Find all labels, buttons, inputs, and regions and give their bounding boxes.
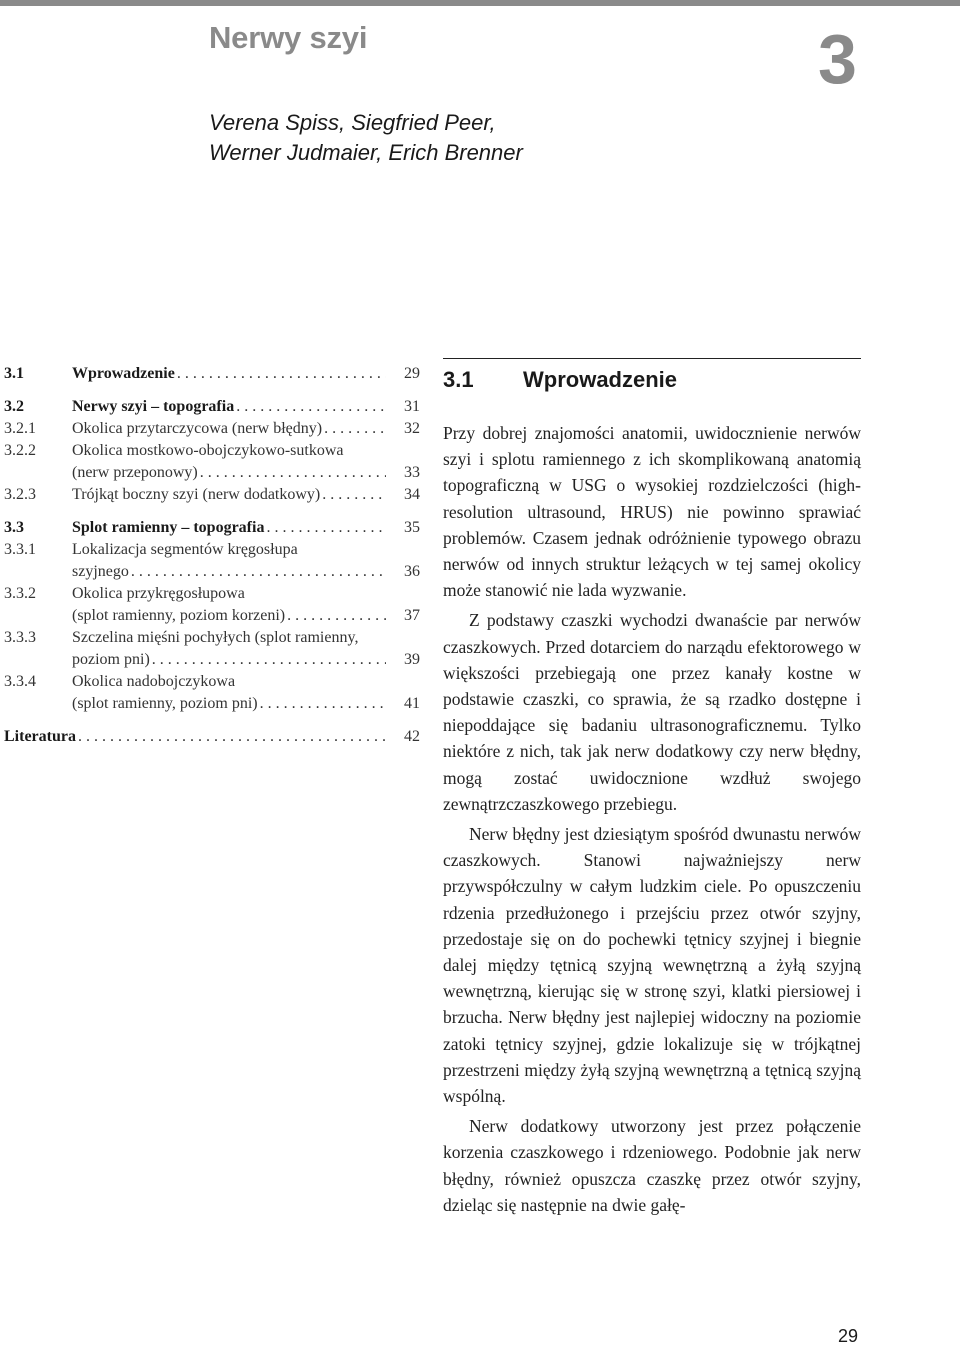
toc-leader (200, 462, 386, 484)
toc-title: Szczelina mięśni pochyłych (splot ramienny, (72, 629, 359, 646)
toc-line (4, 462, 420, 484)
toc-entry (4, 396, 420, 418)
toc-title: (splot ramienny, poziom korzeni) (72, 607, 286, 624)
toc-page-number: 34 (404, 486, 420, 503)
toc-page-number: 32 (404, 420, 420, 437)
toc-entry (4, 517, 420, 539)
toc-leader (236, 396, 386, 418)
toc-entry (4, 418, 420, 440)
toc-title: (splot ramienny, poziom pni) (72, 695, 258, 712)
toc-title: Lokalizacja segmentów kręgosłupa (72, 541, 298, 558)
toc-leader (324, 418, 386, 440)
toc-leader (131, 561, 386, 583)
section-heading (443, 366, 863, 394)
toc-number: 3.3.4 (4, 673, 36, 690)
toc-entry (4, 484, 420, 506)
toc-title: Splot ramienny – topografia (72, 519, 265, 536)
top-rule (0, 0, 960, 6)
toc-title: Okolica przytarczycowa (nerw błędny) (72, 420, 323, 437)
toc-number: 3.2.3 (4, 486, 36, 503)
toc-line (4, 396, 420, 418)
toc-leader (177, 363, 386, 385)
toc-page-number: 37 (404, 607, 420, 624)
toc-line (4, 484, 420, 506)
body-paragraph: Nerw dodatkowy utworzony jest przez połączenie korzenia czaszkowego i rdzeniowego. Podobnie jak nerw błędny, również opuszcza czaszkę przez otwór szyjny, dzieląc się następnie na dwie gałę- (443, 1116, 861, 1215)
toc-page-number: 31 (404, 398, 420, 415)
section-number: 3.1 (443, 367, 474, 392)
toc-entry (4, 671, 420, 715)
toc-entry (4, 440, 420, 484)
toc-entry (4, 627, 420, 671)
authors-line: Werner Judmaier, Erich Brenner (209, 140, 523, 165)
toc-line (4, 693, 420, 715)
toc-number: 3.3.1 (4, 541, 36, 558)
toc-title: Okolica mostkowo-obojczykowo-sutkowa (72, 442, 344, 459)
toc-leader (266, 517, 386, 539)
toc-line (4, 726, 420, 748)
toc-page-number: 36 (404, 563, 420, 580)
toc-leader (78, 726, 386, 748)
toc-line (4, 605, 420, 627)
body-text (443, 420, 861, 1222)
authors-line: Verena Spiss, Siegfried Peer, (209, 110, 496, 135)
toc-leader (260, 693, 386, 715)
toc-entry (4, 363, 420, 385)
chapter-authors (209, 108, 523, 168)
toc-title: Trójkąt boczny szyi (nerw dodatkowy) (72, 486, 321, 503)
toc-page-number: 33 (404, 464, 420, 481)
toc-line (4, 418, 420, 440)
toc-title: Okolica przykręgosłupowa (72, 585, 245, 602)
toc-number: 3.2.2 (4, 442, 36, 459)
toc-line (4, 539, 420, 561)
toc-page-number: 42 (404, 728, 420, 745)
toc-leader (152, 649, 386, 671)
body-paragraph: Nerw błędny jest dziesiątym spośród dwunastu nerwów czaszkowych. Stanowi najważniejszy nerw przywspółczulny w całym ludzkim ciele. Po opuszczeniu rdzenia przedłużonego i przejściu przez otwór szyjny, przedostaje się on do pochewki tętnicy szyjnej i biegnie dalej między tętnicą szyjną wewnętrzną a żyłą szyjną wewnętrzną, kierując się w stronę szyi, klatki piersiowej i brzucha. Nerw błędny jest najlepiej widoczny na poziomie zatoki tętnicy szyjnej, gdzie lokalizuje się w trójkątnej przestrzeni między żyłą szyjną wewnętrzną a tętnicą szyjną wspólną. (443, 824, 861, 1107)
toc-title: Nerwy szyi – topografia (72, 398, 235, 415)
toc-title: poziom pni) (72, 651, 150, 668)
toc-line (4, 363, 420, 385)
toc-entry (4, 726, 420, 748)
toc-line (4, 671, 420, 693)
section-title: Wprowadzenie (523, 367, 678, 392)
toc-line (4, 649, 420, 671)
toc-title: Wprowadzenie (72, 365, 175, 382)
toc-line (4, 627, 420, 649)
toc-page-number: 41 (404, 695, 420, 712)
toc-number: 3.1 (4, 365, 24, 382)
toc-number: 3.2.1 (4, 420, 36, 437)
toc-number: 3.3.3 (4, 629, 36, 646)
toc-line (4, 517, 420, 539)
toc-page-number: 35 (404, 519, 420, 536)
toc-title: Literatura (4, 728, 76, 745)
toc-line (4, 440, 420, 462)
body-paragraph: Przy dobrej znajomości anatomii, uwidocznienie nerwów szyi i splotu ramiennego z ich skomplikowaną anatomią topograficzną w USG o wysokiej rozdzielczości (high-resolution ultrasound, HRUS) nie powinno sprawiać problemów. Czasem jednak odróżnienie typowego obrazu nerwów od innych struktur leżących w tej samej okolicy może stanowić nie lada wyzwanie. (443, 423, 861, 601)
toc-title: szyjnego (72, 563, 129, 580)
toc-page-number: 39 (404, 651, 420, 668)
toc-line (4, 561, 420, 583)
body-paragraph: Z podstawy czaszki wychodzi dwanaście par nerwów czaszkowych. Przed dotarciem do narządu efektorowego w większości przebiegają one przez kanały kostne w podstawie czaszki, co sprawia, że są rzadko dostępne i niepoddające się badaniu ultrasonograficznemu. Tylko niektóre z nich, tak jak nerw dodatkowy czy nerw błędny, mogą zostać uwidocznione wzdłuż swojego zewnątrzczaszkowego przebiegu. (443, 610, 861, 814)
toc-entry (4, 583, 420, 627)
chapter-number: 3 (818, 20, 857, 98)
toc-line (4, 583, 420, 605)
toc-title: (nerw przeponowy) (72, 464, 198, 481)
table-of-contents (4, 363, 420, 748)
toc-number: 3.3 (4, 519, 24, 536)
toc-page-number: 29 (404, 365, 420, 382)
page-number: 29 (838, 1326, 859, 1346)
toc-number: 3.3.2 (4, 585, 36, 602)
chapter-title: Nerwy szyi (209, 20, 368, 55)
toc-number: 3.2 (4, 398, 24, 415)
section-rule (443, 358, 861, 359)
toc-leader (287, 605, 386, 627)
toc-title: Okolica nadobojczykowa (72, 673, 236, 690)
toc-entry (4, 539, 420, 583)
toc-leader (322, 484, 386, 506)
